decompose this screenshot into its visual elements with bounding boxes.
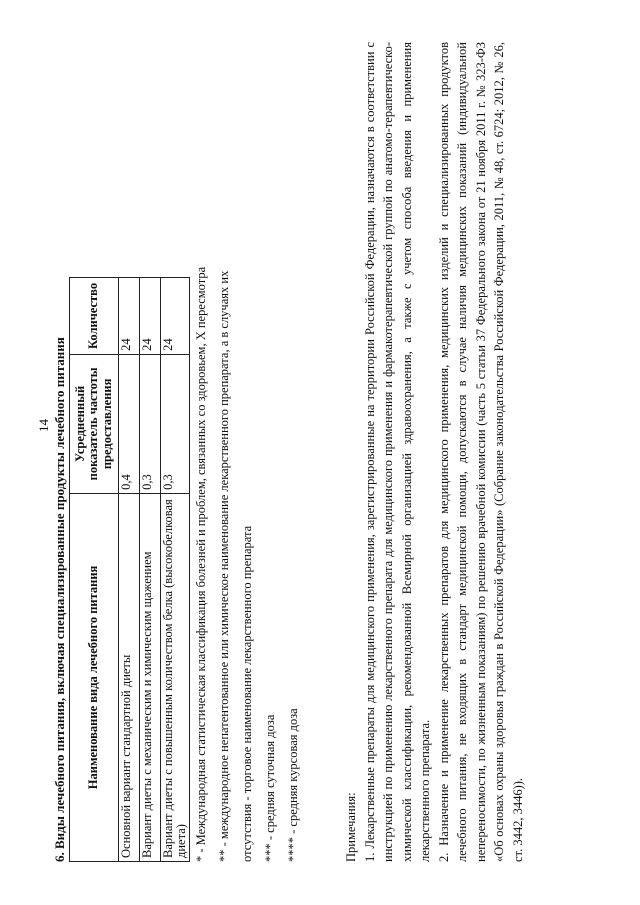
table-cell-name: Основной вариант стандартной диеты xyxy=(119,493,140,861)
table-cell-quantity: 24 xyxy=(119,278,140,355)
footnote-line: отсутствия - торговое наименование лекарственного препарата xyxy=(240,525,254,862)
footnotes xyxy=(190,42,305,862)
table-cell-quantity: 24 xyxy=(161,278,190,355)
table-cell-quantity: 24 xyxy=(140,278,161,355)
table-cell-name: Вариант диеты с повышенным количеством белка (высокобелковая диета) xyxy=(161,493,190,861)
table-row xyxy=(140,278,161,862)
note-item: 1. Лекарственные препараты для медицинского применения, зарегистрированные на территории Российской Федерации, назначаются в соответствии с инструкцией по применению лекарственного препарата для медицинского применения и фармакотерапевтической группой по анатомо-терапевтическо-химической классификации, рекомендованной Всемирной организацией здравоохранения, а также с учетом способа введения и применения лекарственного препарата. xyxy=(362,42,432,862)
footnote-line: ** - международное непатентованное или химическое наименование лекарственного препарата, а в случаях их xyxy=(217,270,231,862)
column-header-frequency: Усредненный показатель частоты предоставления xyxy=(70,354,119,493)
diet-table xyxy=(69,277,190,862)
notes-block xyxy=(342,42,527,862)
footnote-line: **** - средняя курсовая доза xyxy=(286,708,300,862)
column-header-name: Наименование вида лечебного питания xyxy=(70,493,119,861)
table-row xyxy=(161,278,190,862)
footnote-line: *** - средняя суточная доза xyxy=(263,714,277,862)
notes-heading: Примечания: xyxy=(344,792,358,862)
table-cell-name: Вариант диеты с механическим и химическим щажением xyxy=(140,493,161,861)
column-header-quantity: Количество xyxy=(70,278,119,355)
table-cell-frequency: 0,3 xyxy=(140,354,161,493)
table-header-row xyxy=(70,278,119,862)
section-title: 6. Виды лечебного питания, включая специализированные продукты лечебного питания xyxy=(52,337,67,862)
table-cell-frequency: 0,4 xyxy=(119,354,140,493)
table-cell-frequency: 0,3 xyxy=(161,354,190,493)
footnote-line: * - Международная статистическая классификация болезней и проблем, связанных со здоровьем, X пересмотра xyxy=(194,266,208,862)
rotated-page xyxy=(36,42,597,862)
page-number: 14 xyxy=(36,419,51,432)
note-item: 2. Назначение и применение лекарственных препаратов для медицинского применения, медицинских изделий и специализированных продуктов лечебного питания, не входящих в стандарт медицинской помощи, допускаются в случае наличия медицинских показаний (индивидуальной непереносимости, по жизненным показаниям) по решению врачебной комиссии (часть 5 статьи 37 Федерального закона от 21 ноября 2011 г. № 323-ФЗ «Об основах охраны здоровья граждан в Российской Федерации» (Собрание законодательства Российской Федерации, 2011, № 48, ст. 6724; 2012, № 26, ст. 3442, 3446)). xyxy=(436,42,525,862)
table-row xyxy=(119,278,140,862)
